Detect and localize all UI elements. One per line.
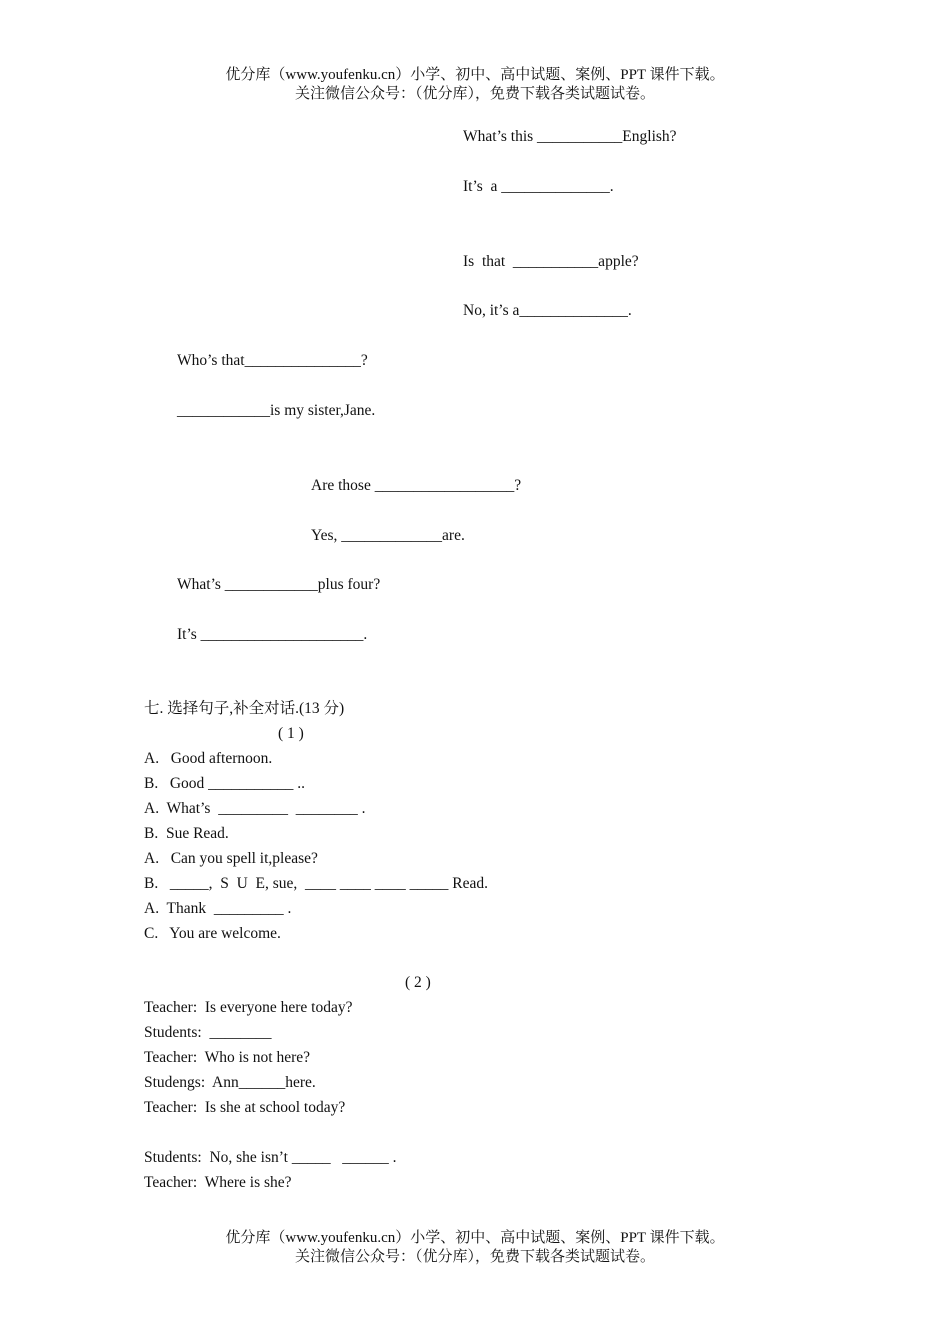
conversation-line: A. What’s _________ ________ . bbox=[144, 800, 366, 817]
dialog-line: Are those __________________? bbox=[311, 477, 522, 494]
conversation-line: Students: ________ bbox=[144, 1024, 272, 1041]
dialog-line: Who’s that_______________? bbox=[177, 352, 368, 369]
page-header-line-2: 关注微信公众号：（优分库），免费下载各类试题试卷。 bbox=[294, 86, 655, 102]
conversation-line: A. Thank _________ . bbox=[144, 900, 292, 917]
dialog-line: It’s _____________________. bbox=[177, 626, 368, 643]
conversation-line: Students: No, she isn’t _____ ______ . bbox=[144, 1149, 397, 1166]
page-footer-line-2: 关注微信公众号：（优分库），免费下载各类试题试卷。 bbox=[294, 1249, 655, 1265]
conversation-line: Teacher: Where is she? bbox=[144, 1174, 292, 1191]
conversation-line: Teacher: Is everyone here today? bbox=[144, 999, 353, 1016]
conversation-line: Teacher: Is she at school today? bbox=[144, 1099, 346, 1116]
dialog-line: What’s this ___________English? bbox=[463, 128, 677, 145]
dialog-line: It’s a ______________. bbox=[463, 178, 614, 195]
page-header-line-1: 优分库（www.youfenku.cn）小学、初中、高中试题、案例、PPT 课件下载。 bbox=[225, 67, 725, 83]
page-footer-line-1: 优分库（www.youfenku.cn）小学、初中、高中试题、案例、PPT 课件下载。 bbox=[225, 1230, 725, 1246]
part-label: ( 2 ) bbox=[405, 974, 431, 991]
conversation-line: A. Can you spell it,please? bbox=[144, 850, 318, 867]
conversation-line: Studengs: Ann______here. bbox=[144, 1074, 316, 1091]
dialog-line: Yes, _____________are. bbox=[311, 527, 465, 544]
dialog-line: No, it’s a______________. bbox=[463, 302, 632, 319]
conversation-line: B. Good ___________ .. bbox=[144, 775, 306, 792]
part-label: ( 1 ) bbox=[278, 725, 304, 742]
conversation-line: C. You are welcome. bbox=[144, 925, 281, 942]
dialog-line: Is that ___________apple? bbox=[463, 253, 639, 270]
section-title: 七. 选择句子,补全对话.(13 分) bbox=[144, 700, 345, 717]
dialog-line: What’s ____________plus four? bbox=[177, 576, 381, 593]
conversation-line: B. Sue Read. bbox=[144, 825, 229, 842]
conversation-line: B. _____, S U E, sue, ____ ____ ____ _____ Read. bbox=[144, 875, 489, 892]
dialog-line: ____________is my sister,Jane. bbox=[177, 402, 376, 419]
conversation-line: Teacher: Who is not here? bbox=[144, 1049, 311, 1066]
conversation-line: A. Good afternoon. bbox=[144, 750, 273, 767]
